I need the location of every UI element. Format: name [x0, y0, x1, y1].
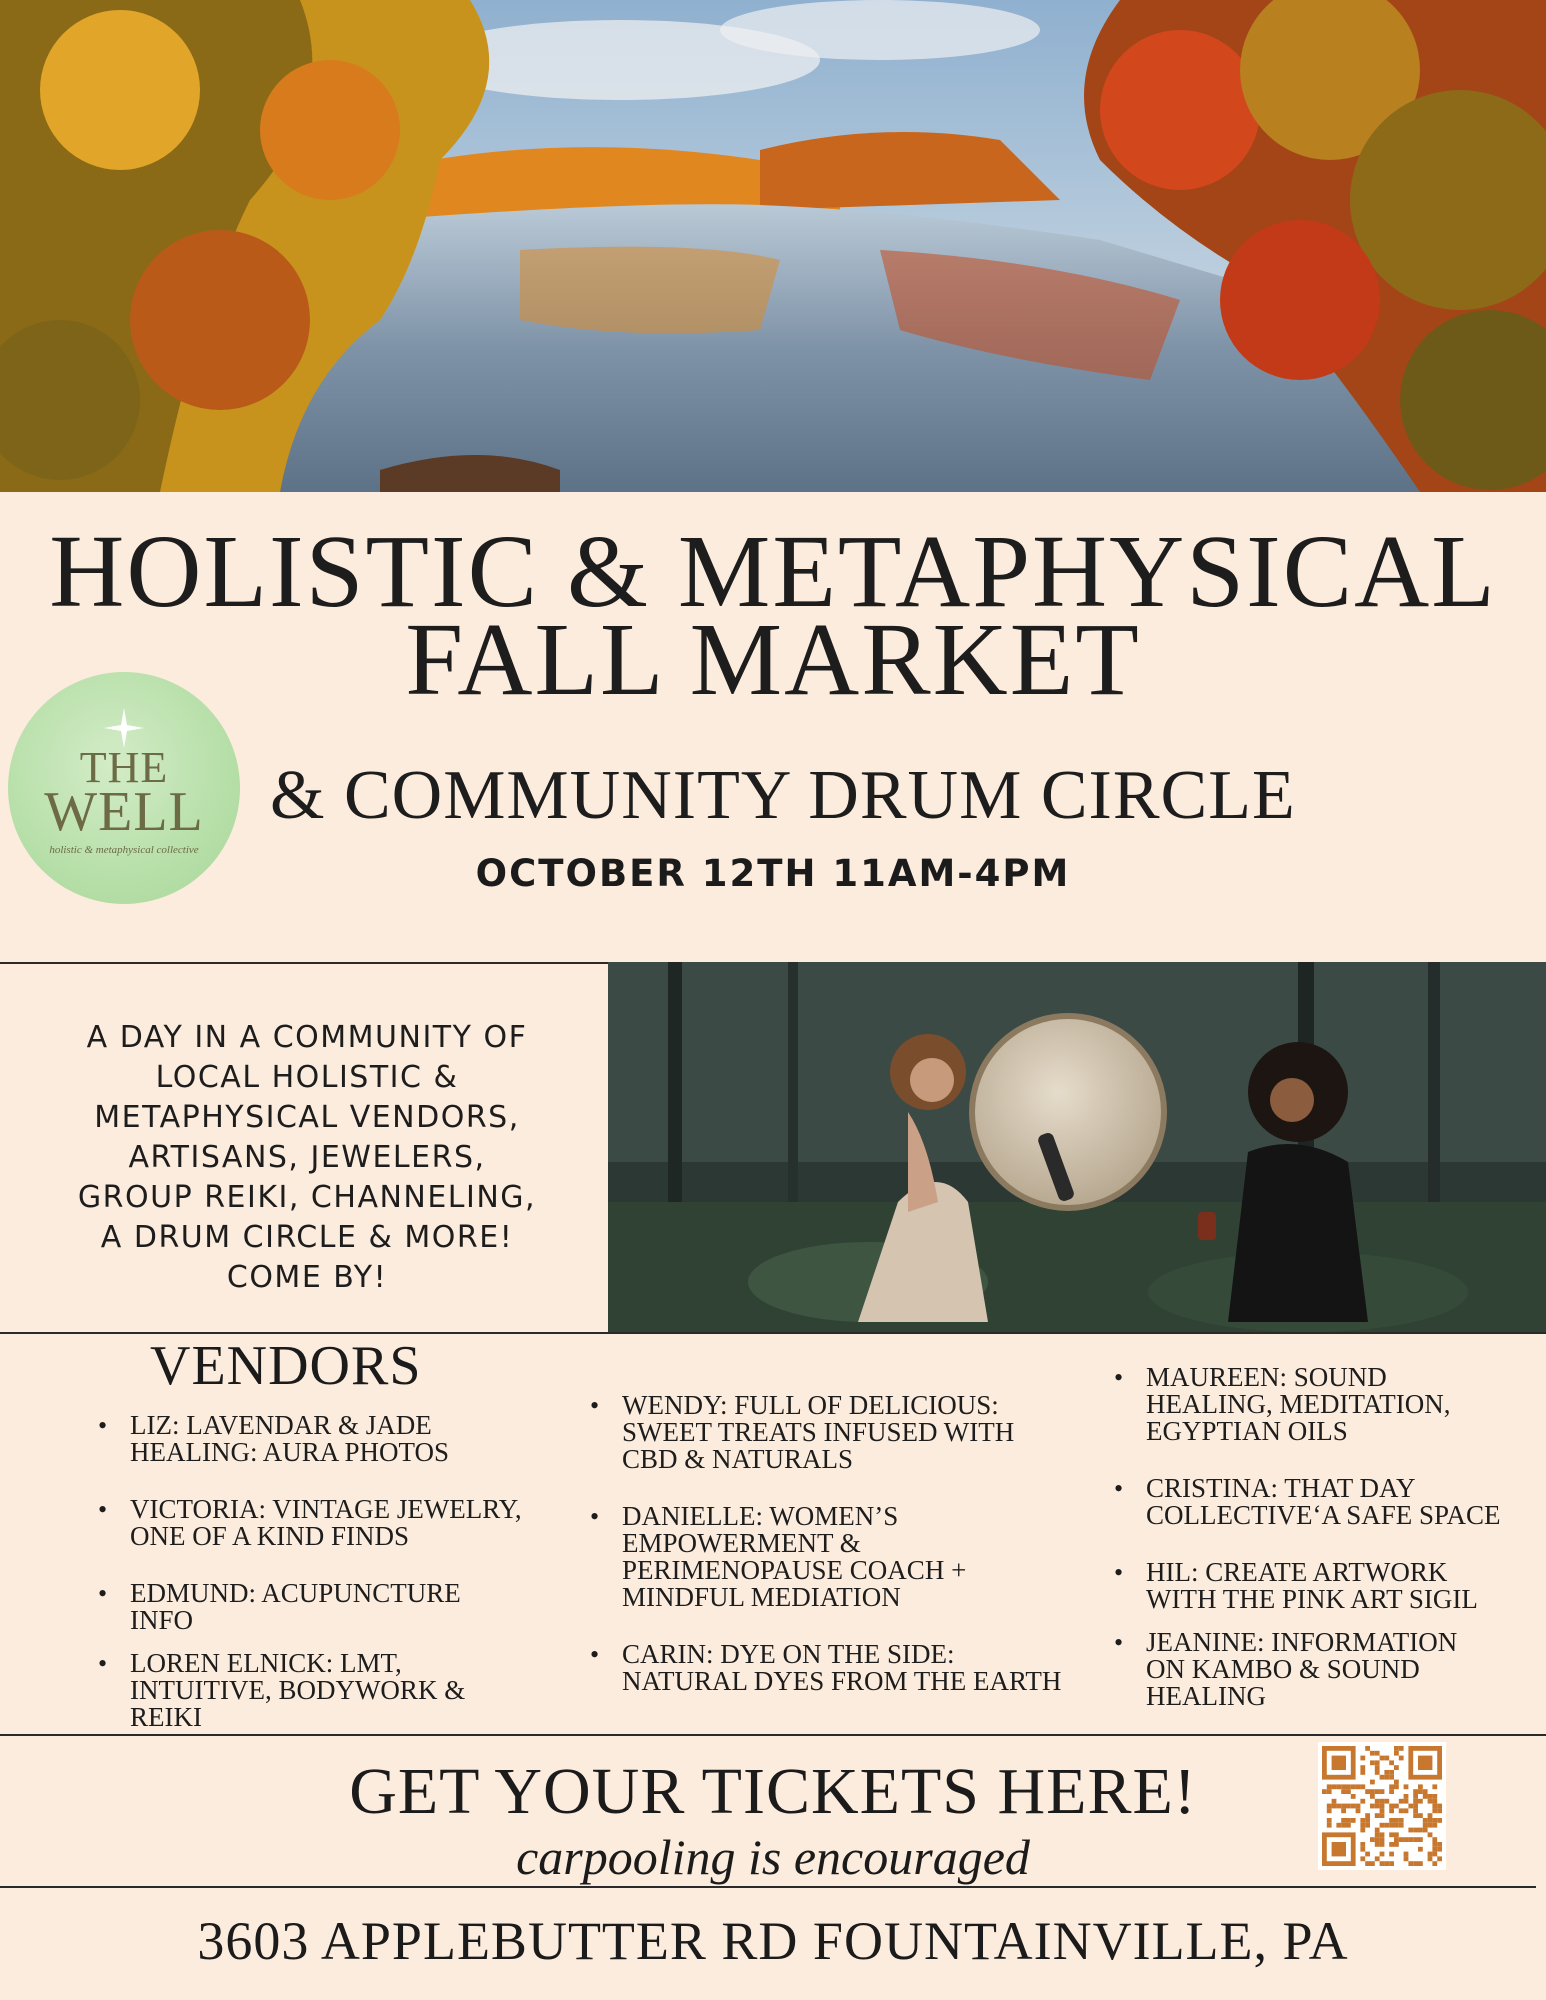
vendor-item: • MAUREEN: SOUND HEALING, MEDITATION, EGYPTIAN OILS [1114, 1362, 1451, 1446]
logo-text-well: WELL [44, 781, 204, 843]
description-line: ARTISANS, JEWELERS, [128, 1140, 486, 1175]
bullet-icon: • [98, 1411, 108, 1440]
carpool-note: carpooling is encouraged [516, 1829, 1030, 1885]
vendor-item: • LOREN ELNICK: LMT, INTUITIVE, BODYWORK & REIKI [98, 1648, 466, 1732]
description-line: A DRUM CIRCLE & MORE! [100, 1220, 514, 1255]
bullet-icon: • [98, 1649, 108, 1678]
logo-text-the: THE [79, 743, 169, 792]
vendor-item: • EDMUND: ACUPUNCTURE INFO [98, 1578, 461, 1635]
divider-tickets [0, 1734, 1546, 1736]
bullet-icon: • [1114, 1628, 1124, 1657]
description-line: METAPHYSICAL VENDORS, [94, 1100, 520, 1135]
bullet-icon: • [98, 1579, 108, 1608]
bullet-icon: • [1114, 1363, 1124, 1392]
bullet-icon: • [1114, 1474, 1124, 1503]
event-date-time: OCTOBER 12TH 11AM-4PM [475, 852, 1071, 895]
event-address: 3603 APPLEBUTTER RD FOUNTAINVILLE, PA [197, 1911, 1349, 1971]
vendor-item: • WENDY: FULL OF DELICIOUS: SWEET TREATS INFUSED WITH CBD & NATURALS [590, 1390, 1015, 1474]
event-subtitle: & COMMUNITY DRUM CIRCLE [270, 757, 1296, 834]
vendors-heading: VENDORS [150, 1335, 422, 1397]
divider-address [0, 1886, 1536, 1888]
vendor-list-column-2 [590, 0, 1061, 1695]
title-line-1: HOLISTIC & METAPHYSICAL [49, 514, 1497, 629]
description-line: A DAY IN A COMMUNITY OF [86, 1020, 528, 1055]
bullet-icon: • [590, 1640, 600, 1669]
qr-code-icon [1318, 1742, 1446, 1870]
vendor-item: • CARIN: DYE ON THE SIDE: NATURAL DYES FROM THE EARTH [590, 1639, 1062, 1696]
bullet-icon: • [590, 1502, 600, 1531]
bullet-icon: • [590, 1391, 600, 1420]
title-line-2: FALL MARKET [405, 602, 1141, 717]
vendor-item: • VICTORIA: VINTAGE JEWELRY, ONE OF A KIND FINDS [98, 1494, 522, 1551]
vendor-item: • DANIELLE: WOMEN’S EMPOWERMENT & PERIMENOPAUSE COACH + MINDFUL MEDIATION [590, 1501, 967, 1612]
description-line: LOCAL HOLISTIC & [155, 1060, 459, 1095]
tickets-heading: GET YOUR TICKETS HERE! [349, 1755, 1197, 1828]
vendor-item: • JEANINE: INFORMATION ON KAMBO & SOUND HEALING [1114, 1627, 1458, 1711]
logo-tagline: holistic & metaphysical collective [49, 844, 199, 856]
vendor-list-column-1 [98, 0, 522, 1731]
description-line: GROUP REIKI, CHANNELING, [77, 1180, 537, 1215]
vendor-item: • HIL: CREATE ARTWORK WITH THE PINK ART SIGIL [1114, 1557, 1478, 1614]
bullet-icon: • [1114, 1558, 1124, 1587]
vendor-item: • LIZ: LAVENDAR & JADE HEALING: AURA PHOTOS [98, 1410, 450, 1467]
vendor-list-column-3 [1114, 0, 1501, 1710]
vendor-item: • CRISTINA: THAT DAY COLLECTIVE‘A SAFE SPACE [1114, 1473, 1501, 1530]
tickets-qr-code[interactable] [1318, 1742, 1446, 1870]
description-line: COME BY! [226, 1260, 388, 1295]
bullet-icon: • [98, 1495, 108, 1524]
